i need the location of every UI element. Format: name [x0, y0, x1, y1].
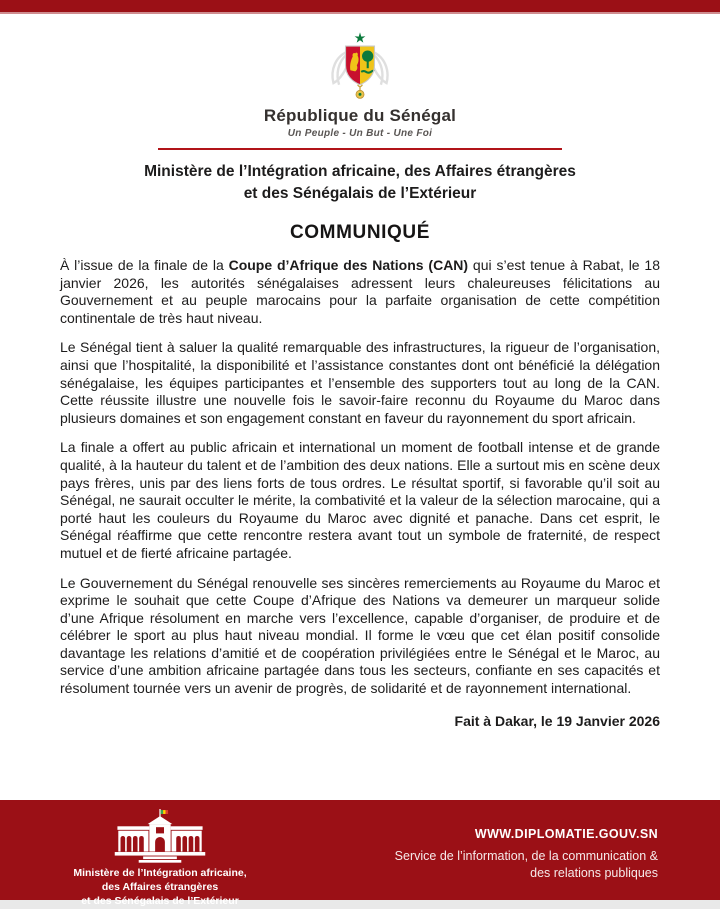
footer-ministry-line1: Ministère de l’Intégration africaine, [73, 867, 247, 879]
senegal-coat-of-arms-icon [312, 30, 408, 104]
ministry-heading [0, 161, 720, 205]
paragraph-1-text-cont: qui s’est tenue à Rabat, le 18 janvier 2026, les autorités sénégalaises adressent leurs chaleureuses félicitations au Gouvernement et au peuple marocains pour la parfaite organisation de cette compétition continentale de très haut niveau. [60, 257, 661, 326]
paragraph-4: Le Gouvernement du Sénégal renouvelle ses sincères remerciements au Royaume du Maroc et exprime le souhait que cette Coupe d’Afrique des Nations va demeurer un marqueur solide d’une Afrique résolument en marche vers l’excellence, capable d’organiser, de produire et de célébrer le sport au plus haut niveau mondial. Il forme le vœu que cet élan positif consolide davantage les relations d’amitié et de coopération privilégiées entre le Sénégal et le Maroc, au service d’une ambition africaine partagée dans tous les secteurs, confiante en ses capacités et résolument tournée vers un avenir de progrès, de solidarité et de rayonnement international. [60, 574, 660, 697]
paragraph-1-text: À l’issue de la finale de la [60, 257, 229, 273]
service-line1: Service de l’information, de la communication & [394, 849, 658, 863]
footer-ministry-line3: et des Sénégalais de l’Extérieur [81, 894, 239, 907]
ministry-building-icon [101, 809, 219, 864]
republic-name: République du Sénégal [263, 106, 457, 125]
paragraph-3: La finale a offert au public africain et international un moment de football intense et de grande qualité, à la hauteur du talent et de l’ambition des deux nations. Elle a surtout mis en scène deux pays frères, unis par des liens forts de tous ordres. Le résultat sportif, si favorable qu’il soit au Sénégal, ne saurait occulter le mérite, la combativité et la valeur de la sélection marocaine, qui a porté haut les couleurs du Royaume du Maroc avec dignité et panache. Dans cet esprit, le Sénégal réaffirme que cette rencontre restera avant tout un symbole de fraternité, de respect mutuel et de fierté africaine partagée. [60, 439, 660, 561]
dateline: Fait à Dakar, le 19 Janvier 2026 [454, 712, 660, 729]
national-motto: Un Peuple - Un But - Une Foi [287, 128, 433, 139]
paragraph-1-bold-phrase: Coupe d’Afrique des Nations (CAN) [228, 257, 469, 273]
footer-ministry-block [52, 800, 268, 907]
document-title: COMMUNIQUÉ [289, 222, 431, 243]
footer-ministry-name [52, 867, 268, 909]
footer-contact-block [395, 800, 658, 900]
paragraph-2: Le Sénégal tient à saluer la qualité remarquable des infrastructures, la rigueur de l’organisation, ainsi que l’hospitalité, la disponibilité et l’assistance constantes dont ont bénéficié la délégation sénégalaise, les équipes participantes et l’ensemble des supporters tout au long de la CAN. Cette réussite illustre une nouvelle fois le savoir-faire reconnu du Royaume du Maroc dans plusieurs domaines et son engagement constant en faveur du rayonnement du sport africain. [60, 339, 660, 426]
service-line2: des relations publiques [530, 866, 658, 881]
footer-band [0, 800, 720, 907]
website-url: WWW.DIPLOMATIE.GOUV.SN [474, 827, 658, 841]
paragraph-1 [60, 257, 660, 327]
letterhead [0, 14, 720, 205]
green-star [355, 32, 366, 42]
service-description [395, 848, 658, 883]
ministry-heading-line2: et des Sénégalais de l’Extérieur [243, 185, 477, 202]
document-body [0, 222, 720, 730]
footer-ministry-line2: des Affaires étrangères [101, 880, 219, 893]
header-divider-line [158, 148, 562, 150]
top-red-bar [0, 0, 720, 14]
ministry-heading-line1: Ministère de l’Intégration africaine, des Affaires étrangères [144, 163, 576, 180]
